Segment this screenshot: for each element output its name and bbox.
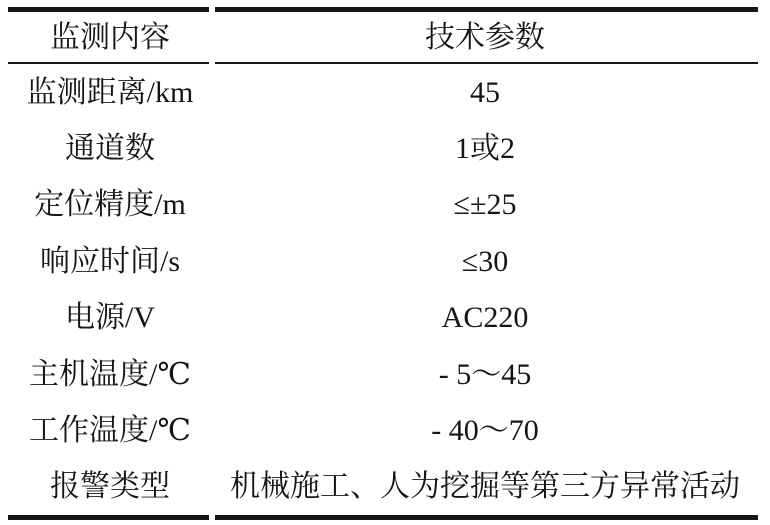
row-value-cell: - 5～45 [438,357,532,391]
header-cell-technical-parameter: 技术参数 [425,20,545,54]
row-label-cell: 响应时间/s [39,244,180,278]
table-row [8,459,758,515]
table-row [8,346,758,402]
row-value-cell: ≤30 [461,244,509,278]
row-value-cell: - 40～70 [431,413,539,447]
row-label-cell: 电源/V [65,301,155,335]
row-value-cell: AC220 [441,301,529,335]
row-value-cell: 机械施工、人为挖掘等第三方异常活动 [230,470,740,504]
rule-segment-right [215,515,758,520]
row-label-cell: 主机温度/℃ [29,357,191,391]
row-label-cell: 定位精度/m [34,188,186,222]
table-row [8,402,758,458]
rule-segment-left [8,515,209,520]
table-row [8,233,758,289]
row-label-cell: 工作温度/℃ [29,413,191,447]
row-label-cell: 报警类型 [50,470,170,504]
row-value-cell: 1或2 [455,132,515,166]
spec-table [8,7,758,520]
header-cell-monitoring-content: 监测内容 [50,20,170,54]
row-value-cell: 45 [470,75,500,109]
row-label-cell: 通道数 [65,132,155,166]
table-row [8,290,758,346]
table-bottom-rule [8,515,758,520]
table-row [8,177,758,233]
table-row [8,120,758,176]
table-row [8,64,758,120]
table-header-row [8,12,758,62]
table-body [8,64,758,515]
row-value-cell: ≤±25 [453,188,517,222]
row-label-cell: 监测距离/km [26,75,194,109]
